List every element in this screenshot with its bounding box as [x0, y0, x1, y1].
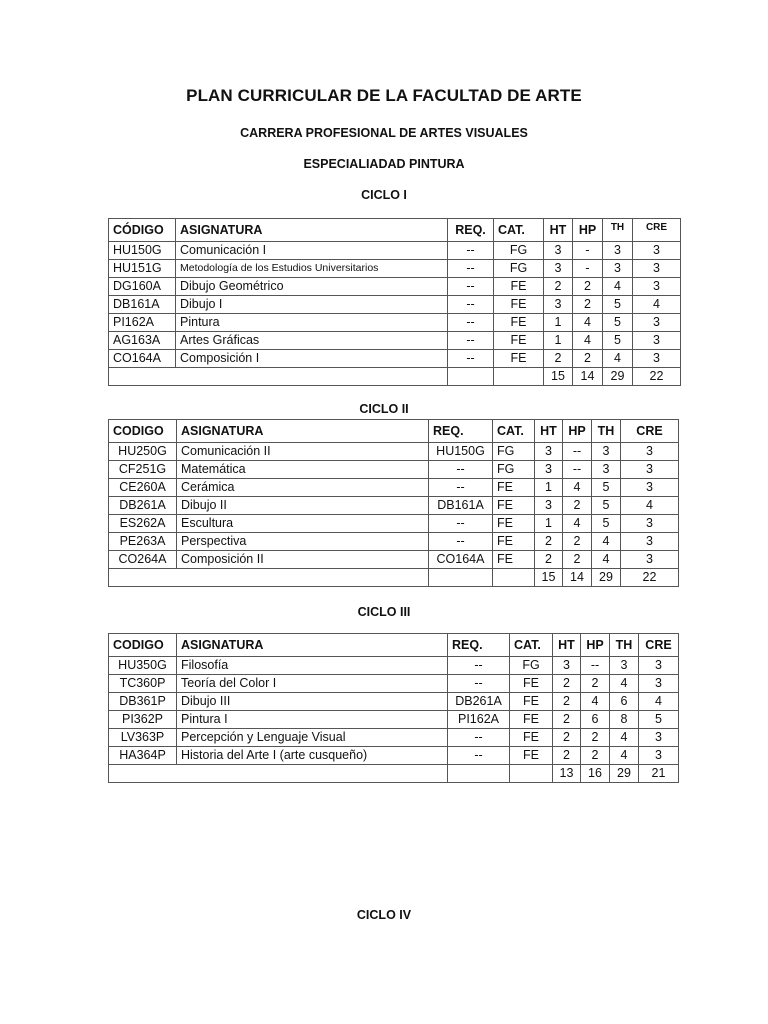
cell-ht: 2: [553, 675, 581, 693]
cell-hp: 2: [581, 675, 610, 693]
column-header-hp: HP: [573, 219, 603, 242]
table-row: [109, 747, 679, 765]
cell-ht: 3: [535, 443, 563, 461]
cell-ht: 2: [553, 729, 581, 747]
cell-ht: 3: [544, 296, 573, 314]
cell-cre: 3: [633, 350, 681, 368]
cell-hp: 4: [563, 479, 592, 497]
cell-cat: FG: [493, 461, 535, 479]
column-header-req: REQ.: [448, 219, 494, 242]
cell-code: LV363P: [109, 729, 177, 747]
cell-th: 4: [603, 278, 633, 296]
column-header-hp: HP: [581, 634, 610, 657]
cell-cat: FE: [510, 747, 553, 765]
column-header-cre: CRE: [639, 634, 679, 657]
totals-empty-cell: [429, 569, 493, 587]
total-th: 29: [610, 765, 639, 783]
cell-code: TC360P: [109, 675, 177, 693]
cell-cat: FE: [494, 332, 544, 350]
cell-hp: -: [573, 260, 603, 278]
table-header-row: [109, 634, 679, 657]
cell-cat: FE: [493, 551, 535, 569]
cell-cat: FG: [493, 443, 535, 461]
cell-code: HU150G: [109, 242, 176, 260]
cell-subject: Perspectiva: [177, 533, 429, 551]
cell-ht: 2: [553, 693, 581, 711]
cell-subject: Artes Gráficas: [176, 332, 448, 350]
table-row: [109, 278, 681, 296]
cell-cre: 3: [633, 260, 681, 278]
table-row: [109, 260, 681, 278]
totals-blank-cell: [109, 368, 448, 386]
cell-cat: FE: [493, 533, 535, 551]
column-header-th: TH: [603, 219, 633, 242]
total-hp: 14: [563, 569, 592, 587]
cell-code: DB261A: [109, 497, 177, 515]
cell-th: 5: [603, 314, 633, 332]
cell-ht: 2: [535, 551, 563, 569]
column-header-subject: ASIGNATURA: [177, 634, 448, 657]
column-header-code: CÓDIGO: [109, 219, 176, 242]
cell-code: DG160A: [109, 278, 176, 296]
column-header-ht: HT: [553, 634, 581, 657]
cell-ht: 2: [544, 350, 573, 368]
cell-th: 5: [592, 515, 621, 533]
cycle-2-table: [108, 419, 679, 587]
cell-code: ES262A: [109, 515, 177, 533]
total-cre: 22: [633, 368, 681, 386]
column-header-th: TH: [610, 634, 639, 657]
cell-th: 4: [592, 533, 621, 551]
cell-req: --: [429, 515, 493, 533]
cell-subject: Teoría del Color I: [177, 675, 448, 693]
cell-req: --: [448, 260, 494, 278]
cell-cat: FE: [493, 479, 535, 497]
column-header-cat: CAT.: [510, 634, 553, 657]
table-row: [109, 296, 681, 314]
cell-subject: Pintura: [176, 314, 448, 332]
cell-cat: FE: [493, 497, 535, 515]
cell-req: --: [448, 675, 510, 693]
cell-subject: Comunicación II: [177, 443, 429, 461]
cell-th: 5: [603, 332, 633, 350]
cell-subject: Dibujo I: [176, 296, 448, 314]
totals-row: [109, 765, 679, 783]
cell-th: 6: [610, 693, 639, 711]
cell-code: HU350G: [109, 657, 177, 675]
total-th: 29: [592, 569, 621, 587]
cell-cat: FE: [494, 278, 544, 296]
cell-cre: 3: [639, 657, 679, 675]
cell-hp: 2: [573, 296, 603, 314]
cell-cre: 3: [639, 675, 679, 693]
cell-hp: 4: [573, 332, 603, 350]
document-title: PLAN CURRICULAR DE LA FACULTAD DE ARTE: [186, 86, 582, 105]
cell-cat: FE: [510, 693, 553, 711]
column-header-code: CODIGO: [109, 634, 177, 657]
cell-cre: 3: [639, 729, 679, 747]
cell-ht: 1: [535, 515, 563, 533]
cell-code: CE260A: [109, 479, 177, 497]
cell-cat: FE: [510, 729, 553, 747]
column-header-code: CODIGO: [109, 420, 177, 443]
cell-cat: FG: [494, 260, 544, 278]
cell-subject: Percepción y Lenguaje Visual: [177, 729, 448, 747]
cell-cre: 4: [621, 497, 679, 515]
cell-subject: Comunicación I: [176, 242, 448, 260]
cell-cat: FG: [510, 657, 553, 675]
totals-empty-cell: [448, 368, 494, 386]
cell-hp: 6: [581, 711, 610, 729]
column-header-th: TH: [592, 420, 621, 443]
cell-cre: 4: [633, 296, 681, 314]
table-row: [109, 461, 679, 479]
cell-th: 4: [610, 675, 639, 693]
cell-hp: 2: [573, 278, 603, 296]
total-th: 29: [603, 368, 633, 386]
total-ht: 15: [535, 569, 563, 587]
cell-req: --: [448, 657, 510, 675]
cell-code: HU250G: [109, 443, 177, 461]
cell-req: --: [448, 747, 510, 765]
cell-ht: 3: [544, 242, 573, 260]
cell-cat: FE: [494, 314, 544, 332]
cell-cre: 3: [639, 747, 679, 765]
cell-subject: Dibujo II: [177, 497, 429, 515]
cell-subject: Composición II: [177, 551, 429, 569]
cell-subject: Filosofía: [177, 657, 448, 675]
cell-req: HU150G: [429, 443, 493, 461]
cell-ht: 2: [544, 278, 573, 296]
cell-cre: 3: [621, 515, 679, 533]
cell-cre: 3: [633, 278, 681, 296]
cell-subject: Escultura: [177, 515, 429, 533]
cell-req: --: [429, 533, 493, 551]
table-row: [109, 551, 679, 569]
cell-th: 4: [610, 747, 639, 765]
column-header-cre: CRE: [621, 420, 679, 443]
table-row: [109, 711, 679, 729]
cell-code: CO164A: [109, 350, 176, 368]
column-header-req: REQ.: [429, 420, 493, 443]
table-row: [109, 497, 679, 515]
totals-empty-cell: [493, 569, 535, 587]
cell-code: PI162A: [109, 314, 176, 332]
table-row: [109, 729, 679, 747]
cell-cat: FE: [494, 296, 544, 314]
cell-req: CO164A: [429, 551, 493, 569]
column-header-ht: HT: [544, 219, 573, 242]
cell-cre: 3: [621, 551, 679, 569]
column-header-subject: ASIGNATURA: [176, 219, 448, 242]
column-header-subject: ASIGNATURA: [177, 420, 429, 443]
cell-hp: 4: [573, 314, 603, 332]
cell-th: 8: [610, 711, 639, 729]
cell-th: 4: [603, 350, 633, 368]
cell-req: --: [429, 479, 493, 497]
cell-th: 3: [592, 461, 621, 479]
cell-hp: --: [563, 443, 592, 461]
cell-code: CF251G: [109, 461, 177, 479]
cell-hp: 4: [581, 693, 610, 711]
cell-ht: 2: [553, 711, 581, 729]
cell-req: --: [448, 729, 510, 747]
totals-blank-cell: [109, 765, 448, 783]
cell-code: PI362P: [109, 711, 177, 729]
cell-cre: 3: [621, 533, 679, 551]
cell-code: PE263A: [109, 533, 177, 551]
cell-req: --: [448, 332, 494, 350]
cell-cat: FG: [494, 242, 544, 260]
column-header-hp: HP: [563, 420, 592, 443]
cycle-3-heading: CICLO III: [357, 605, 411, 619]
cycle-1-heading: CICLO I: [361, 188, 407, 202]
cell-req: --: [448, 242, 494, 260]
cell-cat: FE: [510, 675, 553, 693]
cell-cat: FE: [494, 350, 544, 368]
column-header-cat: CAT.: [494, 219, 544, 242]
cell-hp: 4: [563, 515, 592, 533]
cell-ht: 1: [544, 332, 573, 350]
table-row: [109, 657, 679, 675]
cell-cre: 3: [633, 242, 681, 260]
cell-code: HA364P: [109, 747, 177, 765]
cell-hp: -: [573, 242, 603, 260]
table-row: [109, 675, 679, 693]
cell-hp: 2: [563, 551, 592, 569]
column-header-cat: CAT.: [493, 420, 535, 443]
table-header-row: [109, 219, 681, 242]
cell-code: DB161A: [109, 296, 176, 314]
cell-req: --: [448, 350, 494, 368]
cell-subject: Matemática: [177, 461, 429, 479]
cell-ht: 3: [544, 260, 573, 278]
cycle-4-heading: CICLO IV: [356, 908, 412, 922]
cell-hp: 2: [581, 729, 610, 747]
cell-cre: 4: [639, 693, 679, 711]
total-hp: 16: [581, 765, 610, 783]
cell-hp: 2: [573, 350, 603, 368]
cell-ht: 1: [535, 479, 563, 497]
table-row: [109, 314, 681, 332]
cell-code: CO264A: [109, 551, 177, 569]
cell-req: --: [448, 296, 494, 314]
totals-empty-cell: [494, 368, 544, 386]
cell-req: --: [448, 314, 494, 332]
cell-subject: Pintura I: [177, 711, 448, 729]
totals-row: [109, 569, 679, 587]
cycle-3-table: [108, 633, 679, 783]
totals-blank-cell: [109, 569, 429, 587]
cell-hp: 2: [563, 533, 592, 551]
total-cre: 22: [621, 569, 679, 587]
cell-hp: --: [563, 461, 592, 479]
cell-hp: --: [581, 657, 610, 675]
cell-req: PI162A: [448, 711, 510, 729]
cell-hp: 2: [581, 747, 610, 765]
cell-cre: 3: [621, 443, 679, 461]
cell-cat: FE: [493, 515, 535, 533]
cell-th: 3: [603, 242, 633, 260]
cell-subject: Historia del Arte I (arte cusqueño): [177, 747, 448, 765]
cell-subject: Dibujo III: [177, 693, 448, 711]
cell-ht: 3: [535, 497, 563, 515]
table-row: [109, 332, 681, 350]
cell-th: 3: [603, 260, 633, 278]
total-ht: 15: [544, 368, 573, 386]
column-header-ht: HT: [535, 420, 563, 443]
table-row: [109, 443, 679, 461]
cell-th: 5: [603, 296, 633, 314]
cell-req: --: [429, 461, 493, 479]
total-cre: 21: [639, 765, 679, 783]
cell-cre: 3: [633, 314, 681, 332]
career-heading: CARRERA PROFESIONAL DE ARTES VISUALES: [240, 126, 528, 140]
cell-code: AG163A: [109, 332, 176, 350]
cell-hp: 2: [563, 497, 592, 515]
cell-subject: Metodología de los Estudios Universitarios: [176, 260, 448, 278]
column-header-req: REQ.: [448, 634, 510, 657]
cell-cat: FE: [510, 711, 553, 729]
totals-empty-cell: [448, 765, 510, 783]
table-row: [109, 693, 679, 711]
totals-empty-cell: [510, 765, 553, 783]
cell-ht: 1: [544, 314, 573, 332]
cell-req: DB261A: [448, 693, 510, 711]
cell-th: 3: [610, 657, 639, 675]
cell-subject: Dibujo Geométrico: [176, 278, 448, 296]
cell-cre: 5: [639, 711, 679, 729]
cell-req: DB161A: [429, 497, 493, 515]
cell-th: 5: [592, 479, 621, 497]
cell-subject: Composición I: [176, 350, 448, 368]
cell-th: 4: [592, 551, 621, 569]
cell-th: 4: [610, 729, 639, 747]
total-ht: 13: [553, 765, 581, 783]
total-hp: 14: [573, 368, 603, 386]
cell-cre: 3: [621, 461, 679, 479]
totals-row: [109, 368, 681, 386]
cell-subject: Cerámica: [177, 479, 429, 497]
cycle-1-table: [108, 218, 681, 386]
table-row: [109, 242, 681, 260]
cell-code: DB361P: [109, 693, 177, 711]
table-row: [109, 515, 679, 533]
cell-ht: 3: [553, 657, 581, 675]
specialty-heading: ESPECIALIADAD PINTURA: [303, 157, 465, 171]
cell-ht: 2: [535, 533, 563, 551]
table-row: [109, 479, 679, 497]
cell-cre: 3: [633, 332, 681, 350]
table-row: [109, 533, 679, 551]
cell-ht: 2: [553, 747, 581, 765]
table-header-row: [109, 420, 679, 443]
column-header-cre: CRE: [633, 219, 681, 242]
cell-req: --: [448, 278, 494, 296]
cell-ht: 3: [535, 461, 563, 479]
cycle-2-heading: CICLO II: [359, 402, 409, 416]
cell-th: 3: [592, 443, 621, 461]
cell-th: 5: [592, 497, 621, 515]
table-row: [109, 350, 681, 368]
cell-code: HU151G: [109, 260, 176, 278]
cell-cre: 3: [621, 479, 679, 497]
